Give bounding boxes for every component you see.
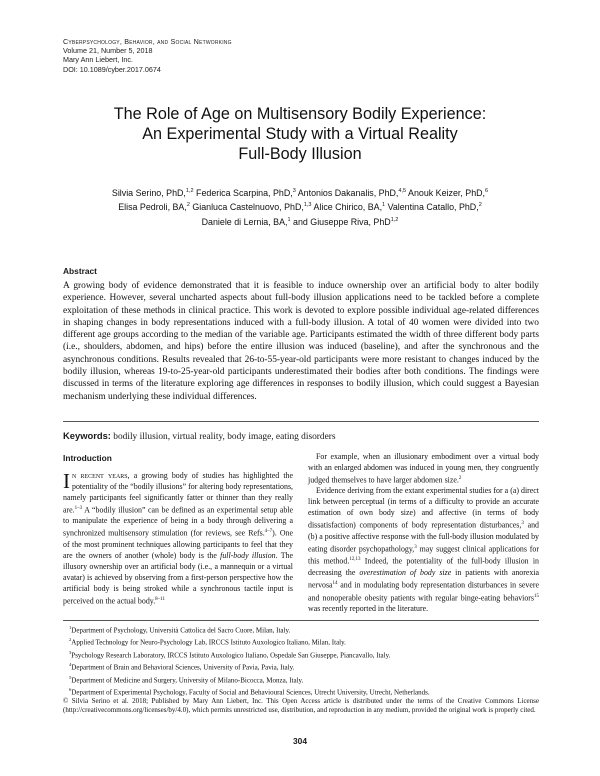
drop-cap: I [63,469,70,493]
introduction-heading: Introduction [63,453,112,463]
citation: 3 [521,521,524,527]
journal-name: Cyberpsychology, Behavior, and Social Networking [63,37,232,46]
affiliations [63,623,539,698]
citation: 1–3 [74,505,83,511]
paragraph-text: . The illusory ownership over an artificial body (i.e., a mannequin or a virtual avatar) is achieved by observing from a first-person perspective how the artificial body is being stroked while a synchronous tactile input is perceived on the actual body. [63,550,293,606]
paragraph-text: ). One of the most prominent techniques allowing participants to feel that they are the owners of another (whole) body is the [63,529,293,560]
abstract-heading: Abstract [63,266,97,276]
citation: 8–11 [155,596,165,602]
affiliation-number: 2 [69,637,72,643]
author-name: Gianluca Castelnuovo, PhD, [192,202,304,213]
affiliation-text: Department of Brain and Behavioral Sciences, University of Pavia, Pavia, Italy. [71,663,295,672]
abstract-text: A growing body of evidence demonstrated that it is feasible to induce ownership over an artificial body to alter bodily experience. However, several uncharted aspects about full-body illusion applications need to be tackled before a complete exploitation of these methods in clinical practice. This work is devoted to explore possible individual age-related differences in shaping changes in body representations induced with a full-body illusion. A total of 40 women were divided into two different age groups according to the median of the variable age. Participants estimated the width of three different body parts (i.e., shoulders, abdomen, and hips) before the entire illusion was induced (baseline), and after the synchronous and the asynchronous conditions. Results revealed that 26-to-55-year-old participants were more resistant to changes induced by the bodily illusion, whereas 19-to-25-year-old participants underestimated their bodies after both conditions. The findings were discussed in terms of the literature exploring age differences in responses to bodily illusion, which could suggest a Bayesian mechanism underlying these individual differences. [63,281,539,402]
citation: 12,13 [349,557,361,563]
right-column [308,452,539,615]
affiliation-item [63,685,539,697]
paragraph-text: in patients with anorexia nervosa [308,568,539,590]
author-name: Federica Scarpina, PhD, [196,187,293,198]
intro-paragraph-2 [308,452,539,486]
lead-in: n recent years, [72,471,130,480]
paragraph-text: and in modulating body representation disturbances in severe and nonoperable obesity patients with regular binge-eating behaviors [308,580,539,603]
journal-doi: DOI: 10.1089/cyber.2017.0674 [63,64,161,74]
affiliation-text: Department of Experimental Psychology, Faculty of Social and Behavioural Sciences, Utrecht University, Utrecht, Netherlands. [71,688,430,697]
author-affiliation-mark: 1,2 [185,188,194,194]
author-affiliation-mark: 2 [478,202,482,209]
affiliation-item [63,635,539,647]
paragraph-text: may suggest clinical applications for this method. [308,544,539,567]
affiliation-number: 6 [69,687,72,693]
author-affiliation-mark: 2 [186,202,190,209]
paragraph-text: A “bodily illusion” can be defined as an experimental setup able to manipulate the experience of being in a body through delivering a synchronized multisensory stimulation (for reviews, see Refs. [63,505,293,539]
author-name: and Giuseppe Riva, PhD [293,216,391,227]
affiliation-item [63,623,539,635]
intro-paragraph-3 [308,486,539,615]
citation: 3 [414,544,417,550]
affiliation-text: Psychology Research Laboratory, IRCCS Istituto Auxologico Italiano, Ospedale San Giuseppe, Piancavallo, Italy. [71,651,391,660]
author-name: Elisa Pedroli, BA, [118,202,187,213]
paragraph-text: a growing body of studies has highlighted the potentiality of the “bodily illusions” for altering body representations, namely participants feel significantly fatter or thinner than they really are. [63,471,293,515]
emphasis: overestimation of body size [359,568,452,578]
affiliation-number: 3 [69,649,72,655]
paragraph-text: For example, when an illusionary embodiment over a virtual body with an enlarged abdomen was induced in young men, they congruently judged themselves to have larger abdomen size. [308,452,539,485]
left-column [63,453,293,607]
author-name: Anouk Keizer, PhD, [408,187,486,198]
title-line-2: An Experimental Study with a Virtual Reality [142,125,458,143]
affiliation-item [63,660,539,672]
keywords-text: bodily illusion, virtual reality, body image, eating disorders [113,432,336,442]
affiliation-number: 1 [69,625,72,630]
journal-publisher: Mary Ann Liebert, Inc. [63,55,133,65]
citation: 2 [458,475,462,481]
paragraph-text: Evidence deriving from the extant experimental studies for a (a) direct link between perceptual (in terms of a difficulty to provide an accurate estimation of own body size) and affective (in terms of body dissatisfaction) components of body representation disturbances, [308,486,539,530]
author-name: Daniele di Lernia, BA, [201,216,288,227]
author-line-3 [63,214,537,228]
paragraph-text: was recently reported in the literature. [308,604,429,614]
journal-volume: Volume 21, Number 5, 2018 [63,46,153,56]
author-affiliation-mark: 6 [485,188,489,194]
paragraph-text: and (b) a positive affective response with the full-body illusion modulated by eating disorder psychopathology, [308,520,539,554]
author-name: Antonios Dakanalis, PhD, [297,187,399,198]
license-statement: © Silvia Serino et al. 2018; Published by Mary Ann Liebert, Inc. This Open Access article is distributed under the terms of the Creative Commons License (http://creativecommons.org/licenses/by/4.0), which permits unrestricted use, distribution, and reproduction in any medium, provided the original work is properly cited. [63,697,539,715]
citation: 15 [534,593,539,599]
affiliation-item [63,648,539,660]
title-line-1: The Role of Age on Multisensory Bodily Experience: [113,105,487,123]
affiliation-text: Applied Technology for Neuro-Psychology Lab, IRCCS Istituto Auxologico Italiano, Milan, Italy. [71,638,346,647]
author-affiliation-mark: 4,5 [398,188,407,194]
title-line-3: Full-Body Illusion [238,145,362,163]
citation: 4–7 [264,529,273,535]
author-name: Silvia Serino, PhD, [111,187,186,198]
author-name: Alice Chirico, BA, [313,202,383,213]
author-affiliation-mark: 1,2 [390,216,399,223]
affiliation-text: Department of Psychology, Università Cattolica del Sacro Cuore, Milan, Italy. [71,626,291,635]
affiliation-item [63,673,539,685]
intro-paragraph-1 [63,471,293,607]
author-list [63,185,537,228]
emphasis: full-body illusion [220,550,276,560]
author-affiliation-mark: 1 [287,216,291,223]
author-affiliation-mark: 1 [382,202,386,209]
footnote-divider [63,620,539,621]
affiliation-number: 5 [69,674,72,680]
citation: 14 [332,580,338,586]
author-line-2 [63,199,537,213]
journal-header [63,37,232,74]
author-line-1 [63,185,537,199]
author-affiliation-mark: 1,3 [303,202,312,209]
divider [63,421,539,422]
paragraph-text: Indeed, the potentiality of the full-body illusion in decreasing the [308,557,539,578]
page-number: 304 [293,736,307,746]
affiliation-number: 4 [69,662,72,668]
paper-title [63,104,537,164]
keywords [63,430,539,443]
author-name: Valentina Catallo, PhD, [387,202,479,213]
affiliation-text: Department of Medicine and Surgery, University of Milano-Bicocca, Monza, Italy. [71,676,304,685]
keywords-label: Keywords: [63,430,111,441]
author-affiliation-mark: 3 [292,188,296,194]
